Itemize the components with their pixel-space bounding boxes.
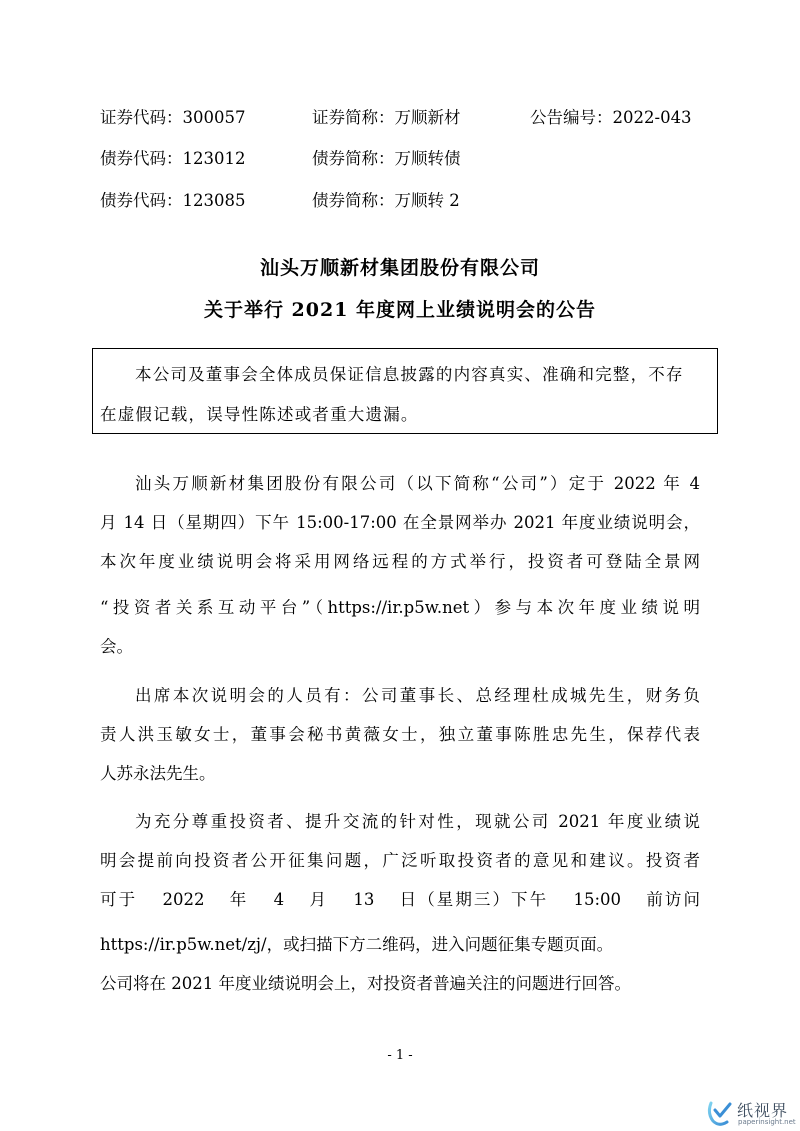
paperinsight-logo-icon — [705, 1098, 735, 1128]
paragraph-line: https://ir.p5w.net/zj/，或扫描下方二维码，进入问题征集专题页面。 — [100, 935, 614, 954]
security-code-row — [100, 103, 720, 133]
watermark-logo — [705, 1098, 797, 1128]
paragraph-line: 明会提前向投资者公开征集问题，广泛听取投资者的意见和建议。投资者 — [100, 851, 700, 870]
paragraph-line: 责人洪玉敏女士，董事会秘书黄薇女士，独立董事陈胜忠先生，保荐代表 — [100, 725, 700, 744]
bond-code: 债券代码：123012 — [100, 149, 246, 168]
paragraph-line: 汕头万顺新材集团股份有限公司（以下简称“公司”）定于 2022 年 4 — [135, 474, 700, 493]
paragraph-line: 出席本次说明会的人员有：公司董事长、总经理杜成城先生，财务负 — [135, 686, 700, 705]
paragraph-line: “投资者关系互动平台”（https://ir.p5w.net）参与本次年度业绩说明 — [100, 598, 700, 617]
bond-short-name: 债券简称：万顺转债 — [312, 149, 461, 168]
security-short-name: 证券简称：万顺新材 — [312, 108, 461, 127]
bond-code-row-2 — [100, 186, 720, 216]
paragraph-line: 公司将在 2021 年度业绩说明会上，对投资者普遍关注的问题进行回答。 — [100, 974, 631, 993]
paragraph-line: 本次年度业绩说明会将采用网络远程的方式举行，投资者可登陆全景网 — [100, 552, 700, 571]
watermark-name: 纸视界 — [737, 1101, 789, 1120]
notice-line: 在虚假记载，误导性陈述或者重大遗漏。 — [100, 405, 419, 424]
paragraph-line: 可于 2022 年 4 月 13 日（星期三）下午 15:00 前访问 — [100, 890, 700, 909]
disclosure-notice-box — [92, 348, 718, 434]
page-number: - 1 - — [387, 1048, 413, 1063]
bond-code: 债券代码：123085 — [100, 191, 246, 210]
notice-line: 本公司及董事会全体成员保证信息披露的内容真实、准确和完整，不存 — [135, 365, 684, 384]
paragraph-line: 为充分尊重投资者、提升交流的针对性，现就公司 2021 年度业绩说 — [135, 812, 700, 831]
paragraph-line: 月 14 日（星期四）下午 15:00-17:00 在全景网举办 2021 年度业绩说明会， — [100, 513, 700, 532]
security-code: 证券代码：300057 — [100, 108, 246, 127]
bond-short-name: 债券简称：万顺转 2 — [312, 191, 460, 210]
watermark-url: paperinsight.net — [738, 1118, 796, 1126]
bond-code-row-1 — [100, 144, 720, 174]
paragraph-line: 人苏永法先生。 — [100, 764, 216, 783]
announcement-number: 公告编号：2022-043 — [530, 108, 692, 127]
announcement-title: 关于举行 2021 年度网上业绩说明会的公告 — [203, 299, 597, 321]
paragraph-line: 会。 — [100, 637, 133, 656]
company-title: 汕头万顺新材集团股份有限公司 — [259, 257, 540, 279]
